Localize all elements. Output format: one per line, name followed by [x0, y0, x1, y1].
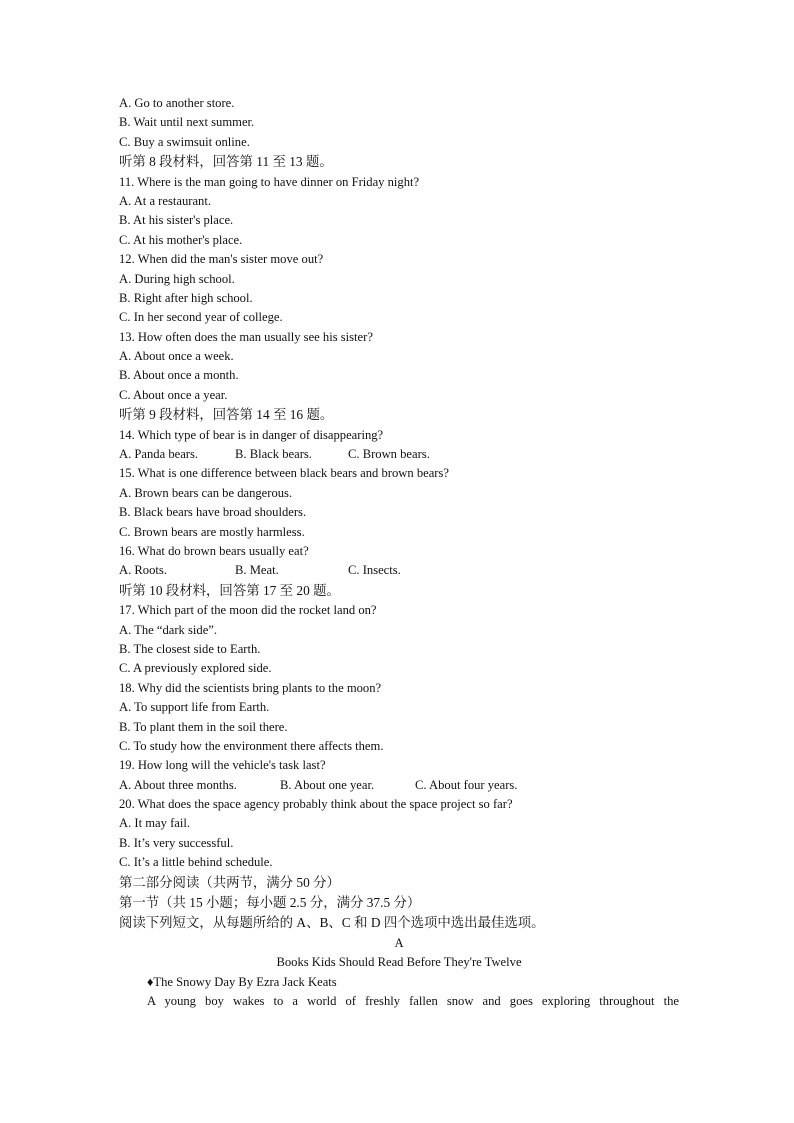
option-line: B. Right after high school.	[119, 290, 253, 305]
q16-options	[119, 561, 679, 580]
part-heading: 第二部分阅读（共两节，满分 50 分）	[119, 874, 340, 890]
option-line: B. About once a month.	[119, 368, 239, 383]
option-line: C. A previously explored side.	[119, 661, 272, 676]
option-line: B. It’s very successful.	[119, 835, 234, 850]
document-page	[119, 94, 679, 1011]
option-line: A. The “dark side”.	[119, 622, 218, 637]
option-c: C. Insects.	[348, 563, 401, 578]
option-line: B. At his sister's place.	[119, 213, 234, 228]
option-b: B. Black bears.	[235, 447, 312, 462]
question-15: 15. What is one difference between black bears and brown bears?	[119, 466, 449, 481]
book-heading: ♦The Snowy Day By Ezra Jack Keats	[147, 974, 337, 989]
option-b: B. About one year.	[280, 777, 375, 792]
question-16: 16. What do brown bears usually eat?	[119, 543, 309, 558]
question-20: 20. What does the space agency probably think about the space project so far?	[119, 797, 513, 812]
q14-options	[119, 445, 679, 464]
option-a: A. Panda bears.	[119, 447, 199, 462]
question-18: 18. Why did the scientists bring plants to the moon?	[119, 680, 382, 695]
option-line: A. At a restaurant.	[119, 193, 211, 208]
option-a: A. About three months.	[119, 777, 237, 792]
option-line: A. During high school.	[119, 271, 235, 286]
option-a: A. Roots.	[119, 563, 167, 578]
option-line: B. To plant them in the soil there.	[119, 719, 288, 734]
section-instruction: 听第 10 段材料，回答第 17 至 20 题。	[119, 582, 340, 598]
section-heading: 第一节（共 15 小题；每小题 2.5 分，满分 37.5 分）	[119, 895, 421, 911]
question-11: 11. Where is the man going to have dinner on Friday night?	[119, 174, 420, 189]
option-line: B. The closest side to Earth.	[119, 641, 261, 656]
option-line: C. It’s a little behind schedule.	[119, 855, 273, 870]
option-b: B. Meat.	[235, 563, 279, 578]
question-12: 12. When did the man's sister move out?	[119, 252, 324, 267]
reading-instruction: 阅读下列短文，从每题所给的 A、B、C 和 D 四个选项中选出最佳选项。	[119, 915, 545, 931]
option-line: C. Buy a swimsuit online.	[119, 134, 250, 149]
section-instruction: 听第 8 段材料，回答第 11 至 13 题。	[119, 154, 333, 170]
option-line: A. Brown bears can be dangerous.	[119, 485, 293, 500]
question-19: 19. How long will the vehicle's task last?	[119, 758, 326, 773]
option-line: A. Go to another store.	[119, 96, 235, 110]
option-line: A. It may fail.	[119, 816, 190, 831]
option-c: C. About four years.	[415, 777, 518, 792]
option-line: A. To support life from Earth.	[119, 700, 270, 715]
option-line: C. To study how the environment there affects them.	[119, 738, 384, 753]
option-line: C. About once a year.	[119, 387, 228, 402]
passage-title: Books Kids Should Read Before They're Twelve	[276, 955, 522, 970]
question-14: 14. Which type of bear is in danger of disappearing?	[119, 427, 384, 442]
option-line: A. About once a week.	[119, 349, 234, 364]
option-line: C. In her second year of college.	[119, 310, 283, 325]
question-17: 17. Which part of the moon did the rocket land on?	[119, 603, 377, 618]
section-instruction: 听第 9 段材料，回答第 14 至 16 题。	[119, 407, 334, 423]
option-line: B. Wait until next summer.	[119, 115, 255, 130]
question-13: 13. How often does the man usually see his sister?	[119, 329, 373, 344]
q19-options	[119, 776, 679, 795]
option-c: C. Brown bears.	[348, 447, 430, 462]
option-line: C. At his mother's place.	[119, 232, 243, 247]
passage-text: A young boy wakes to a world of freshly fallen snow and goes exploring throughout the	[147, 993, 679, 1008]
option-line: C. Brown bears are mostly harmless.	[119, 524, 305, 539]
passage-letter: A	[394, 935, 404, 950]
option-line: B. Black bears have broad shoulders.	[119, 505, 307, 520]
